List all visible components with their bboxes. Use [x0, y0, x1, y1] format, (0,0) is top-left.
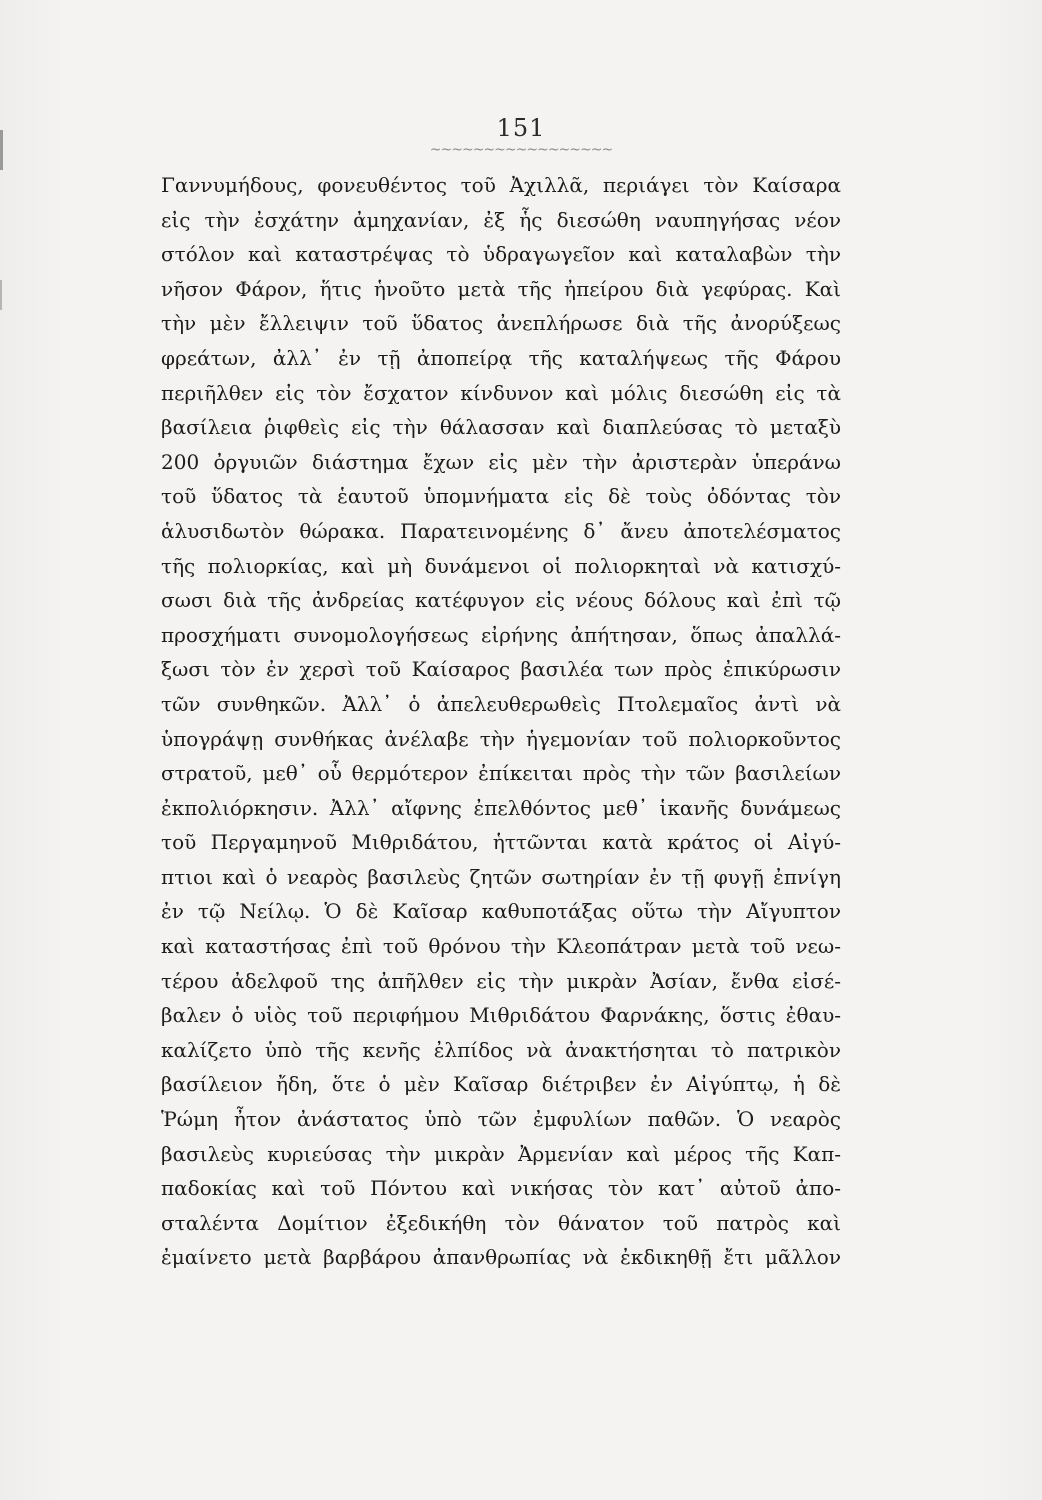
text-line: εἰς τὴν ἐσχάτην ἀμηχανίαν, ἐξ ἧς διεσώθη ναυπηγήσας νέον — [161, 207, 841, 232]
text-line: τὴν μὲν ἔλλειψιν τοῦ ὕδατος ἀνεπλήρωσε διὰ τῆς ἀνορύξεως — [161, 311, 841, 336]
text-line: ἐμαίνετο μετὰ βαρβάρου ἀπανθρωπίας νὰ ἐκδικηθῇ ἔτι μᾶλλον — [161, 1245, 841, 1270]
text-line: καλίζετο ὑπὸ τῆς κενῆς ἐλπίδος νὰ ἀνακτήσηται τὸ πατρικὸν — [161, 1037, 841, 1062]
text-line: Γαννυμήδους, φονευθέντος τοῦ Ἀχιλλᾶ, περιάγει τὸν Καίσαρα — [161, 173, 841, 197]
text-line: στόλον καὶ καταστρέψας τὸ ὑδραγωγεῖον καὶ καταλαβὼν τὴν — [161, 242, 841, 267]
text-line: σωσι διὰ τῆς ἀνδρείας κατέφυγον εἰς νέους δόλους καὶ ἐπὶ τῷ — [161, 588, 841, 613]
text-line: ὑπογράψῃ συνθήκας ἀνέλαβε τὴν ἡγεμονίαν τοῦ πολιορκοῦντος — [161, 726, 841, 751]
page-edge-mark — [0, 280, 2, 310]
text-line: σταλέντα Δομίτιον ἐξεδικήθη τὸν θάνατον τοῦ πατρὸς καὶ — [161, 1210, 841, 1235]
text-line: τῶν συνθηκῶν. Ἀλλ᾽ ὁ ἀπελευθερωθεὶς Πτολεμαῖος ἀντὶ νὰ — [161, 691, 841, 716]
text-line: τέρου ἀδελφοῦ της ἀπῆλθεν εἰς τὴν μικρὰν Ἀσίαν, ἔνθα εἰσέ- — [161, 968, 841, 993]
text-line: παδοκίας καὶ τοῦ Πόντου καὶ νικήσας τὸν κατ᾽ αὐτοῦ ἀπο- — [161, 1176, 841, 1201]
text-line: στρατοῦ, μεθ᾽ οὗ θερμότερον ἐπίκειται πρὸς τὴν τῶν βασιλείων — [161, 761, 841, 786]
text-line: βαλεν ὁ υἱὸς τοῦ περιφήμου Μιθριδάτου Φαρνάκης, ὅστις ἐθαυ- — [161, 1003, 841, 1028]
text-line: τοῦ ὕδατος τὰ ἑαυτοῦ ὑπομνήματα εἰς δὲ τοὺς ὀδόντας τὸν — [161, 484, 841, 509]
text-line: προσχήματι συνομολογήσεως εἰρήνης ἀπήτησαν, ὅπως ἀπαλλά- — [161, 622, 841, 647]
text-line: ξωσι τὸν ἐν χερσὶ τοῦ Καίσαρος βασιλέα των πρὸς ἐπικύρωσιν — [161, 657, 841, 682]
text-line: πτιοι καὶ ὁ νεαρὸς βασιλεὺς ζητῶν σωτηρίαν ἐν τῇ φυγῇ ἐπνίγη — [161, 864, 841, 889]
text-line: Ῥώμη ἦτον ἀνάστατος ὑπὸ τῶν ἐμφυλίων παθῶν. Ὁ νεαρὸς — [161, 1107, 841, 1132]
text-line: φρεάτων, ἀλλ᾽ ἐν τῇ ἀποπείρᾳ τῆς καταλήψεως τῆς Φάρου — [161, 345, 841, 370]
text-line: βασίλεια ῥιφθεὶς εἰς τὴν θάλασσαν καὶ διαπλεύσας τὸ μεταξὺ — [161, 415, 841, 440]
text-line: τῆς πολιορκίας, καὶ μὴ δυνάμενοι οἱ πολιορκηταὶ νὰ κατισχύ- — [161, 553, 841, 578]
text-line: ἁλυσιδωτὸν θώρακα. Παρατεινομένης δ᾽ ἄνευ ἀποτελέσματος — [161, 518, 841, 543]
page-number: 151 — [496, 114, 546, 142]
text-line: 200 ὀργυιῶν διάστημα ἔχων εἰς μὲν τὴν ἀριστερὰν ὑπεράνω — [161, 449, 841, 474]
text-line: περιῆλθεν εἰς τὸν ἔσχατον κίνδυνον καὶ μόλις διεσώθη εἰς τὰ — [161, 380, 841, 405]
text-line: ἐκπολιόρκησιν. Ἀλλ᾽ αἴφνης ἐπελθόντος μεθ᾽ ἱκανῆς δυνάμεως — [161, 795, 841, 820]
text-line: βασιλεὺς κυριεύσας τὴν μικρὰν Ἀρμενίαν καὶ μέρος τῆς Καπ- — [161, 1141, 841, 1166]
text-line: τοῦ Περγαμηνοῦ Μιθριδάτου, ἡττῶνται κατὰ κράτος οἱ Αἰγύ- — [161, 830, 841, 855]
text-line: καὶ καταστήσας ἐπὶ τοῦ θρόνου τὴν Κλεοπάτραν μετὰ τοῦ νεω- — [161, 934, 841, 959]
text-line: ἐν τῷ Νείλῳ. Ὁ δὲ Καῖσαρ καθυποτάξας οὕτω τὴν Αἴγυπτον — [161, 899, 841, 924]
text-line: νῆσον Φάρον, ἥτις ἡνοῦτο μετὰ τῆς ἠπείρου διὰ γεφύρας. Καὶ — [161, 276, 841, 301]
text-line: βασίλειον ἤδη, ὅτε ὁ μὲν Καῖσαρ διέτριβεν ἐν Αἰγύπτῳ, ἡ δὲ — [161, 1072, 841, 1097]
header-ornament: ~~~~~~~~~~~~~~~~~ — [429, 142, 613, 158]
body-text — [161, 168, 841, 1275]
